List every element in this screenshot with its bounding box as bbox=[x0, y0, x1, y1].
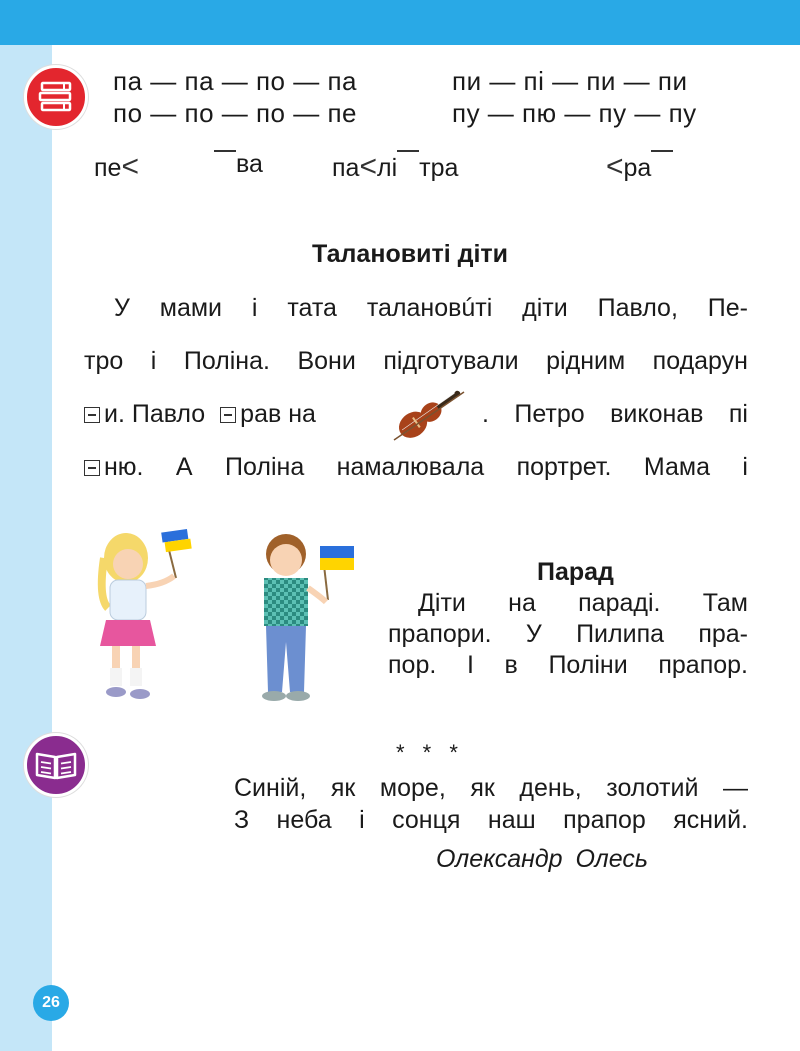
story2-line1: Діти на параді. Там bbox=[418, 589, 748, 617]
word-group-4 bbox=[606, 150, 673, 184]
open-book-icon bbox=[24, 733, 88, 797]
page-number: 26 bbox=[33, 985, 69, 1021]
syllables-row2-left: по — по — по — пе bbox=[113, 98, 357, 128]
letter-box bbox=[220, 407, 236, 423]
letter-box bbox=[84, 460, 100, 476]
story1-line1: У мами і тата талановúті діти Павло, Пе- bbox=[114, 294, 748, 322]
letter-box bbox=[84, 407, 100, 423]
word-group-2 bbox=[214, 150, 263, 179]
girl-with-flag-illustration bbox=[84, 528, 204, 706]
story1-line3 bbox=[84, 388, 748, 441]
story1-title: Талановиті діти bbox=[312, 240, 509, 268]
poem-stars: * * * bbox=[396, 740, 464, 765]
story2-body bbox=[388, 588, 748, 681]
story2-line2: прапори. У Пилипа пра- bbox=[388, 620, 748, 648]
poem-author: Олександр Олесь bbox=[436, 845, 649, 873]
blank-line bbox=[214, 150, 236, 153]
wb-g3-prefix: па bbox=[332, 154, 360, 182]
story2-title: Парад bbox=[537, 558, 614, 586]
word-group-1 bbox=[94, 150, 139, 184]
story1-line2: тро і Поліна. Вони підготували рідним подарун bbox=[84, 347, 748, 375]
poem-line2: З неба і сонця наш прапор ясний. bbox=[234, 806, 748, 834]
syllables-row2-right: пу — пю — пу — пу bbox=[452, 98, 697, 128]
story1-line4a: ню. А Поліна намалювала портрет. Мама і bbox=[104, 453, 748, 481]
syllables-row1-right: пи — пі — пи — пи bbox=[452, 66, 688, 96]
poem-line1: Синій, як море, як день, золотий — bbox=[234, 774, 748, 802]
wb-g3-suffix: тра bbox=[419, 154, 459, 182]
books-stack-icon bbox=[24, 65, 88, 129]
branch-sign: < bbox=[359, 150, 377, 183]
branch-sign: < bbox=[121, 150, 139, 183]
story1-line3c: . Петро виконав пі bbox=[482, 400, 748, 428]
header-bar bbox=[0, 0, 800, 45]
word-group-3 bbox=[332, 150, 458, 184]
left-sidebar bbox=[0, 45, 52, 1051]
poem-body bbox=[234, 772, 748, 836]
branch-sign: < bbox=[606, 150, 624, 183]
wb-g2-suffix: ва bbox=[236, 150, 263, 178]
story1-line3a: и. Павло bbox=[104, 400, 206, 428]
boy-with-flag-illustration bbox=[244, 532, 364, 704]
blank-line bbox=[397, 150, 419, 153]
wb-g4-mid: ра bbox=[623, 154, 652, 182]
story1-line4 bbox=[84, 441, 748, 494]
story2-line3: пор. І в Поліни прапор. bbox=[388, 651, 748, 679]
blank-line bbox=[651, 150, 673, 153]
violin-icon bbox=[384, 384, 470, 446]
story1-body bbox=[84, 282, 748, 494]
wb-g1-prefix: пе bbox=[94, 154, 122, 182]
story1-line3b: рав на bbox=[240, 400, 316, 428]
syllables-row1-left: па — па — по — па bbox=[113, 66, 357, 96]
wb-g3-mid: лі bbox=[376, 154, 398, 182]
